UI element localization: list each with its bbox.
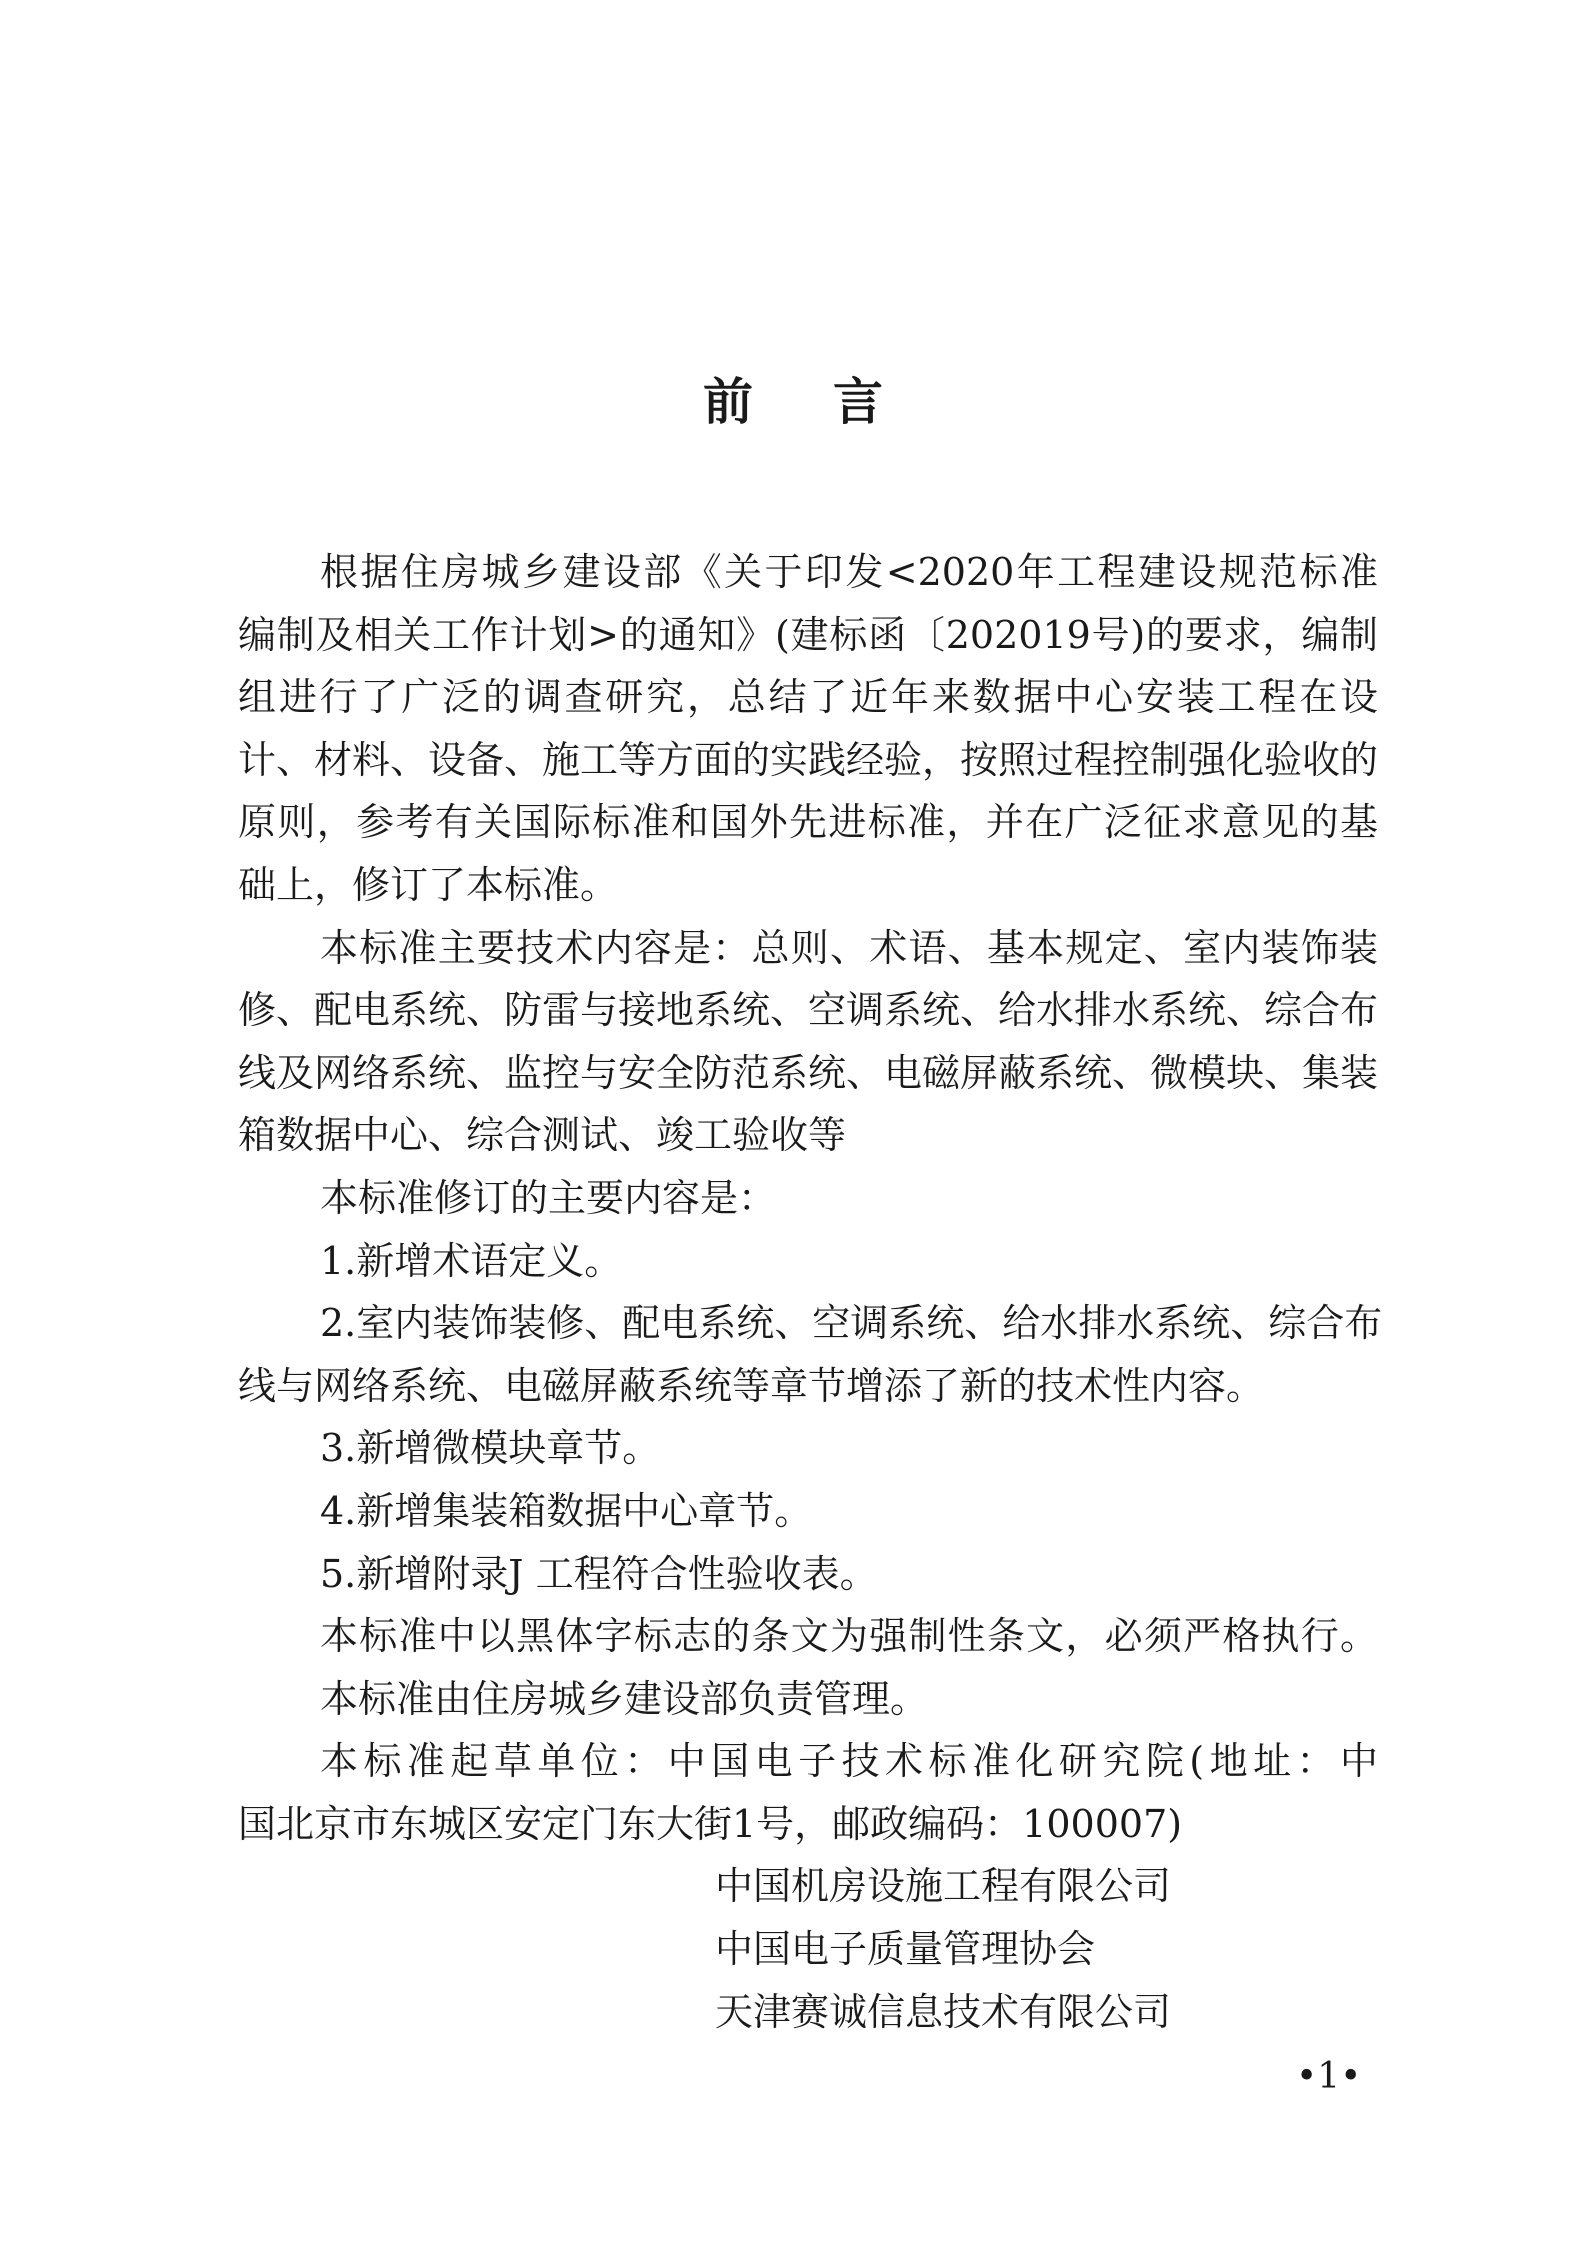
text-line: 本标准修订的主要内容是： bbox=[320, 1175, 777, 1220]
list-item: 4.新增集装箱数据中心章节。 bbox=[320, 1488, 813, 1533]
text-line: 原则，参考有关国际标准和国外先进标准，并在广泛征求意见的基 bbox=[238, 800, 1378, 845]
text-line: 本标准主要技术内容是：总则、术语、基本规定、室内装饰装 bbox=[320, 925, 1378, 970]
list-item: 1.新增术语定义。 bbox=[320, 1238, 623, 1283]
text-line: 编制及相关工作计划>的通知》(建标函〔202019号)的要求，编制 bbox=[238, 612, 1378, 657]
page-number: •1• bbox=[1296, 2056, 1362, 2097]
text-line: 国北京市东城区安定门东大街1号，邮政编码：100007) bbox=[238, 1801, 1183, 1846]
text-line: 线及网络系统、监控与安全防范系统、电磁屏蔽系统、微模块、集装 bbox=[238, 1050, 1379, 1095]
text-line: 本标准起草单位：中国电子技术标准化研究院(地址：中 bbox=[320, 1739, 1378, 1784]
text-line: 箱数据中心、综合测试、竣工验收等 bbox=[238, 1113, 847, 1158]
text-line: 组进行了广泛的调查研究，总结了近年来数据中心安装工程在设 bbox=[238, 675, 1378, 720]
list-item: 2.室内装饰装修、配电系统、空调系统、给水排水系统、综合布 bbox=[320, 1301, 1383, 1346]
text-line: 本标准中以黑体字标志的条文为强制性条文，必须严格执行。 bbox=[320, 1614, 1378, 1659]
text-line: 础上，修订了本标准。 bbox=[238, 862, 619, 907]
list-item: 5.新增附录J 工程符合性验收表。 bbox=[320, 1551, 878, 1596]
text-line: 本标准由住房城乡建设部负责管理。 bbox=[320, 1676, 929, 1721]
text-line: 线与网络系统、电磁屏蔽系统等章节增添了新的技术性内容。 bbox=[238, 1363, 1265, 1408]
title-char: 言 bbox=[833, 373, 883, 431]
organization: 中国机房设施工程有限公司 bbox=[715, 1864, 1172, 1909]
page-title bbox=[0, 362, 1586, 434]
text-line: 根据住房城乡建设部《关于印发<2020年工程建设规范标准 bbox=[320, 550, 1378, 594]
organization: 中国电子质量管理协会 bbox=[715, 1927, 1096, 1972]
text-line: 修、配电系统、防雷与接地系统、空调系统、给水排水系统、综合布 bbox=[238, 988, 1379, 1033]
preface-body bbox=[238, 541, 1383, 2043]
title-char: 前 bbox=[703, 373, 753, 431]
text-line: 计、材料、设备、施工等方面的实践经验，按照过程控制强化验收的 bbox=[238, 737, 1379, 782]
list-item: 3.新增微模块章节。 bbox=[320, 1426, 661, 1471]
organization: 天津赛诚信息技术有限公司 bbox=[715, 1989, 1172, 2034]
